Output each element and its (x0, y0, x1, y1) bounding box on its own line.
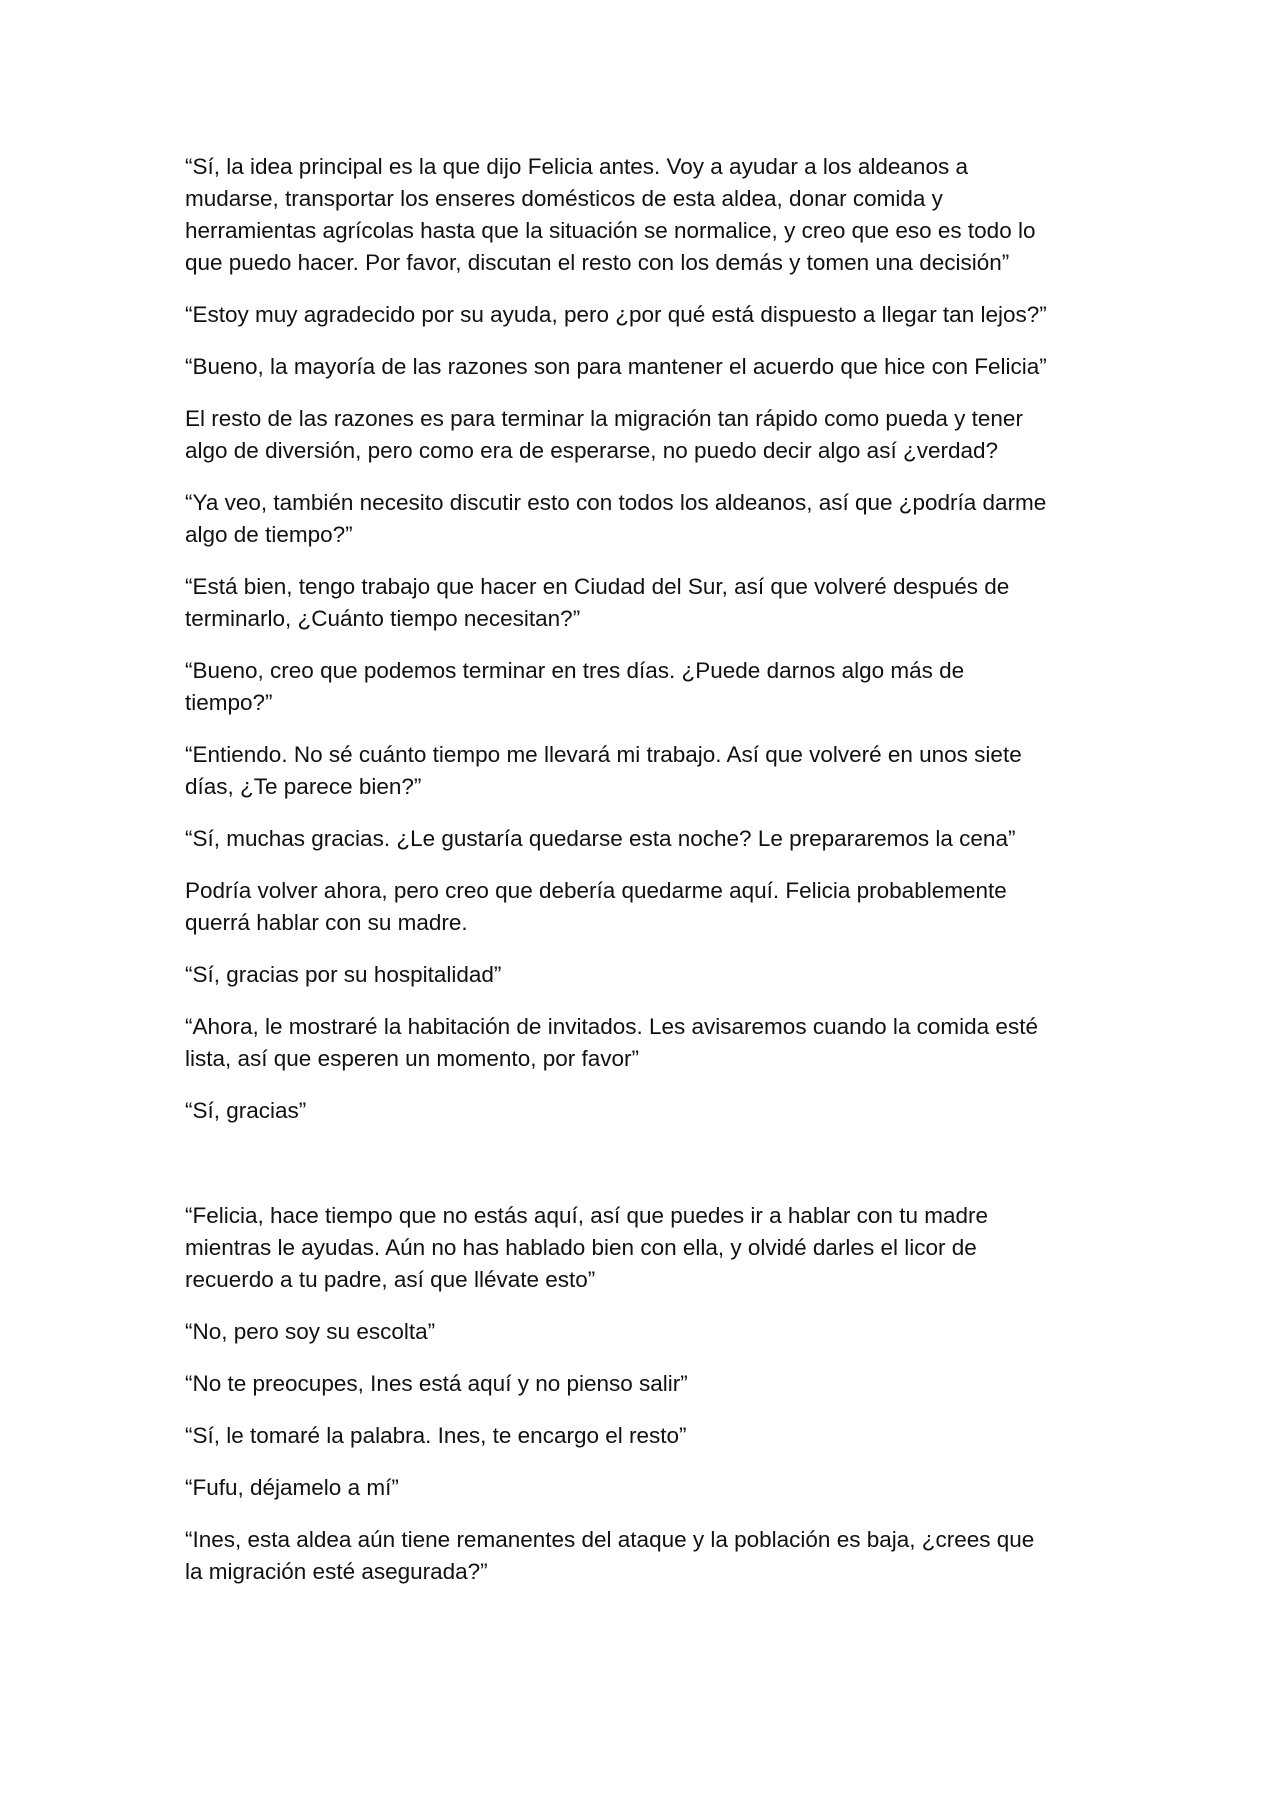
paragraph-gap (185, 1075, 1120, 1095)
paragraph-gap (185, 991, 1120, 1011)
paragraph-13: “Sí, gracias” (185, 1098, 307, 1123)
paragraph-11: “Sí, gracias por su hospitalidad” (185, 962, 502, 987)
paragraph-gap (185, 467, 1120, 487)
paragraph-gap (185, 279, 1120, 299)
paragraph-1: “Sí, la idea principal es la que dijo Felicia antes. Voy a ayudar a los aldeanos a mudarse, transportar los enseres domésticos de esta aldea, donar comida y herramientas agrícolas hasta que la situación se normalice, y creo que eso es todo lo que puedo hacer. Por favor, discutan el resto con los demás y tomen una decisión” (185, 154, 1036, 275)
paragraph-gap (185, 1348, 1120, 1368)
paragraph-gap (185, 803, 1120, 823)
paragraph-gap (185, 855, 1120, 875)
paragraph-17: “Sí, le tomaré la palabra. Ines, te encargo el resto” (185, 1423, 687, 1448)
paragraph-18: “Fufu, déjamelo a mí” (185, 1475, 399, 1500)
paragraph-gap (185, 1296, 1120, 1316)
paragraph-15: “No, pero soy su escolta” (185, 1319, 436, 1344)
paragraph-10: Podría volver ahora, pero creo que debería quedarme aquí. Felicia probablemente querrá hablar con su madre. (185, 878, 1007, 935)
paragraph-16: “No te preocupes, Ines está aquí y no pienso salir” (185, 1371, 688, 1396)
paragraph-2: “Estoy muy agradecido por su ayuda, pero ¿por qué está dispuesto a llegar tan lejos?” (185, 302, 1047, 327)
paragraph-3: “Bueno, la mayoría de las razones son para mantener el acuerdo que hice con Felicia” (185, 354, 1047, 379)
paragraph-gap (185, 1452, 1120, 1472)
paragraph-gap (185, 551, 1120, 571)
paragraph-gap (185, 1400, 1120, 1420)
paragraph-12: “Ahora, le mostraré la habitación de invitados. Les avisaremos cuando la comida esté lista, así que esperen un momento, por favor” (185, 1014, 1038, 1071)
paragraph-14: “Felicia, hace tiempo que no estás aquí, así que puedes ir a hablar con tu madre mientras le ayudas. Aún no has hablado bien con ella, y olvidé darles el licor de recuerdo a tu padre, así que llévate esto” (185, 1203, 988, 1292)
paragraph-7: “Bueno, creo que podemos terminar en tres días. ¿Puede darnos algo más de tiempo?” (185, 658, 965, 715)
paragraph-19: “Ines, esta aldea aún tiene remanentes del ataque y la población es baja, ¿crees que la migración esté asegurada?” (185, 1527, 1035, 1584)
paragraph-6: “Está bien, tengo trabajo que hacer en Ciudad del Sur, así que volveré después de terminarlo, ¿Cuánto tiempo necesitan?” (185, 574, 1010, 631)
paragraph-gap (185, 383, 1120, 403)
paragraph-5: “Ya veo, también necesito discutir esto con todos los aldeanos, así que ¿podría darme algo de tiempo?” (185, 490, 1047, 547)
paragraph-gap (185, 719, 1120, 739)
paragraph-gap (185, 635, 1120, 655)
paragraph-9: “Sí, muchas gracias. ¿Le gustaría quedarse esta noche? Le prepararemos la cena” (185, 826, 1016, 851)
paragraph-gap (185, 939, 1120, 959)
paragraph-8: “Entiendo. No sé cuánto tiempo me llevará mi trabajo. Así que volveré en unos siete días, ¿Te parece bien?” (185, 742, 1022, 799)
paragraph-gap (185, 331, 1120, 351)
section-break (185, 1127, 1120, 1200)
paragraph-gap (185, 1504, 1120, 1524)
paragraph-4: El resto de las razones es para terminar la migración tan rápido como pueda y tener algo de diversión, pero como era de esperarse, no puedo decir algo así ¿verdad? (185, 406, 1023, 463)
